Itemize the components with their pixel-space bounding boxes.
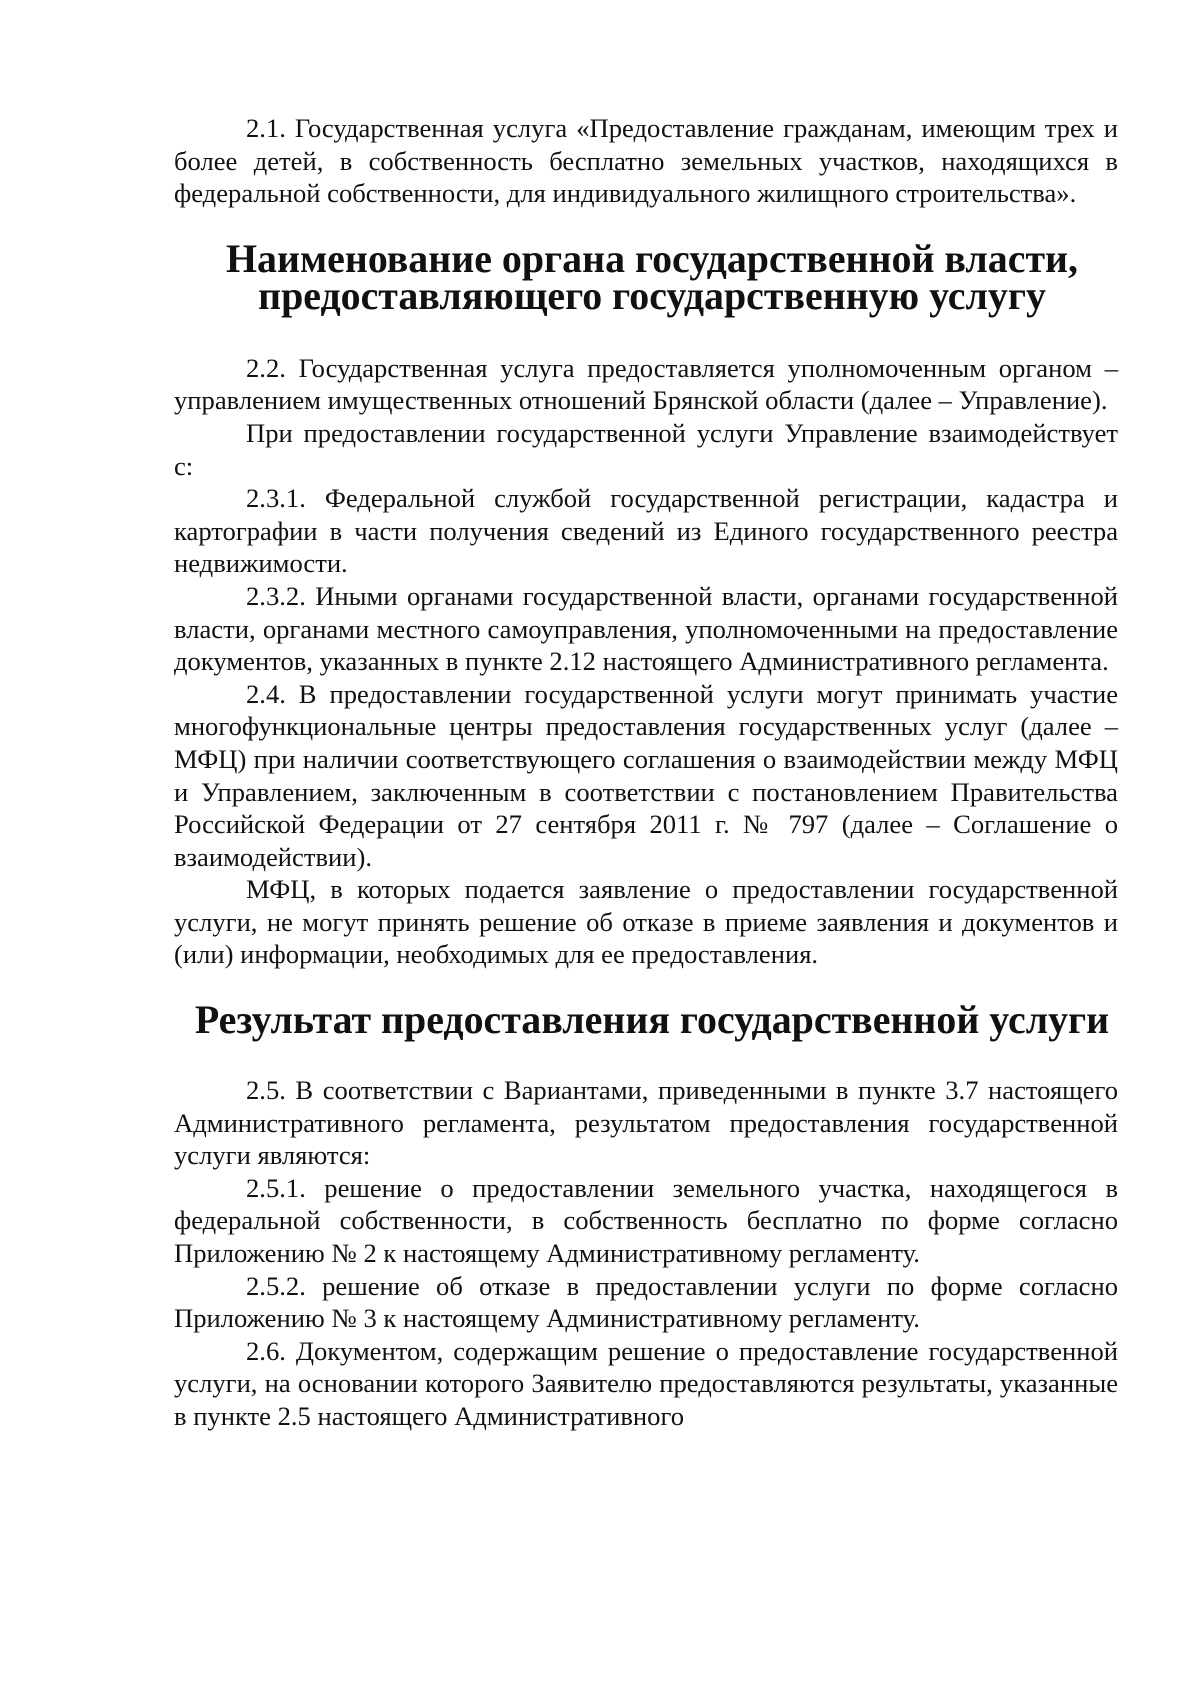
paragraph-2-5-2: 2.5.2. решение об отказе в предоставлении услуги по форме согласно Приложению № 3 к настоящему Административному регламенту. xyxy=(174,1270,1118,1334)
paragraph-mfc: МФЦ, в которых подается заявление о предоставлении государственной услуги, не могут принять решение об отказе в приеме заявления и документов и (или) информации, необходимых для ее предоставления. xyxy=(174,874,1118,970)
paragraph-2-4: 2.4. В предоставлении государственной услуги могут принимать участие многофункциональные центры предоставления государственных услуг (далее – МФЦ) при наличии соответствующего соглашения о взаимодействии между МФЦ и Управлением, заключенным в соответствии с постановлением Правительства Российской Федерации от 27 сентября 2011 г. № 797 (далее – Соглашение о взаимодействии). xyxy=(174,678,1118,872)
document-page xyxy=(174,112,1118,1433)
paragraph-2-3-2: 2.3.2. Иными органами государственной власти, органами государственной власти, органами местного самоуправления, уполномоченными на предоставление документов, указанных в пункте 2.12 настоящего Административного регламента. xyxy=(174,580,1118,677)
section-heading-authority: Наименование органа государственной власти, предоставляющего государственную услугу xyxy=(226,235,1078,318)
paragraph-interaction: При предоставлении государственной услуги Управление взаимодействует с: xyxy=(174,417,1118,481)
spacer xyxy=(174,1038,1118,1074)
paragraph-2-3-1: 2.3.1. Федеральной службой государственной регистрации, кадастра и картографии в части получения сведений из Единого государственного реестра недвижимости. xyxy=(174,483,1118,579)
paragraph-2-2: 2.2. Государственная услуга предоставляется уполномоченным органом – управлением имущественных отношений Брянской области (далее – Управление). xyxy=(174,352,1118,416)
paragraph-2-1: 2.1. Государственная услуга «Предоставление гражданам, имеющим трех и более детей, в собственность бесплатно земельных участков, находящихся в федеральной собственности, для индивидуального жилищного строительства». xyxy=(174,113,1118,209)
paragraph-2-5: 2.5. В соответствии с Вариантами, приведенными в пункте 3.7 настоящего Административного регламента, результатом предоставления государственной услуги являются: xyxy=(174,1075,1118,1171)
section-heading-result: Результат предоставления государственной услуги xyxy=(194,997,1110,1043)
paragraph-2-6: 2.6. Документом, содержащим решение о предоставление государственной услуги, на основании которого Заявителю предоставляются результаты, указанные в пункте 2.5 настоящего Административного xyxy=(174,1335,1118,1431)
paragraph-2-5-1: 2.5.1. решение о предоставлении земельного участка, находящегося в федеральной собственности, в собственность бесплатно по форме согласно Приложению № 2 к настоящему Административному регламенту. xyxy=(174,1172,1118,1269)
spacer xyxy=(174,314,1118,352)
